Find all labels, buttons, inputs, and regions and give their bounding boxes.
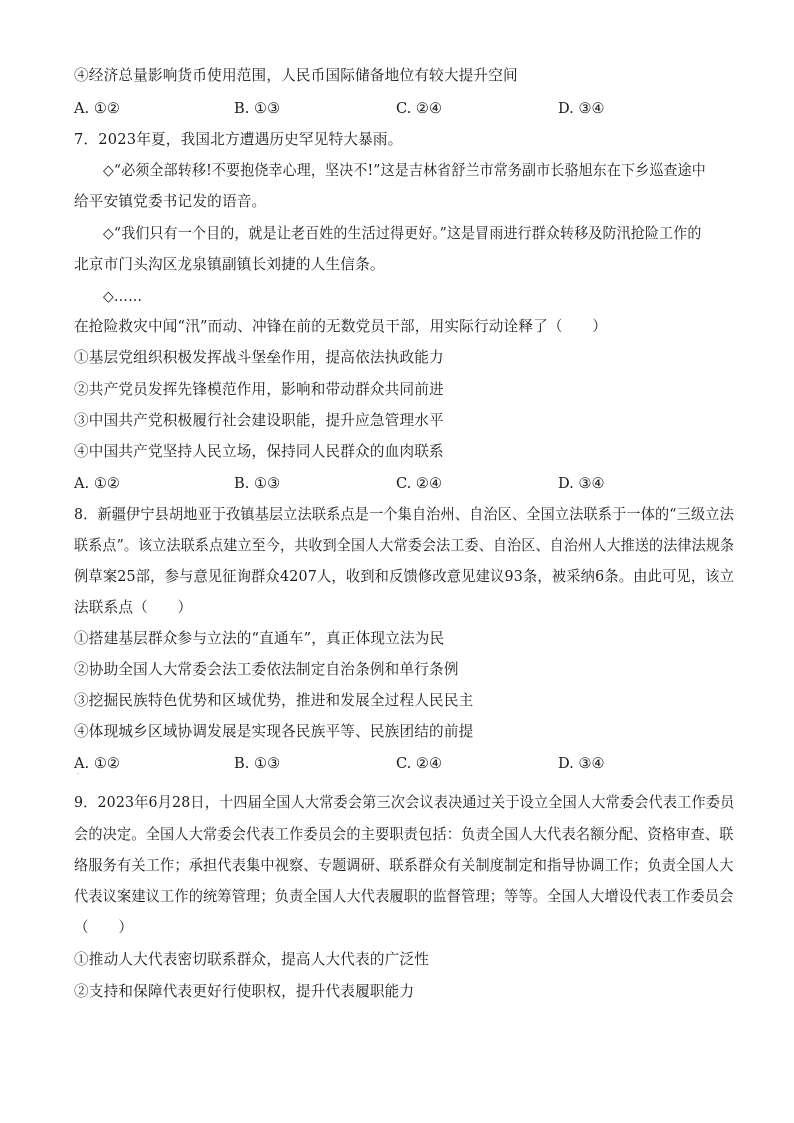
q7-stem: 7．2023年夏，我国北方遭遇历史罕见特大暴雨。 (74, 131, 403, 148)
q7-material-1: ◇“必须全部转移!不要抱侥幸心理，坚决不!”这是吉林省舒兰市常务副市长骆旭东在下乡巡查途中 (103, 162, 706, 179)
q6-option-a[interactable]: A. ①② (74, 100, 120, 117)
q8-option-a[interactable]: A. ①② (74, 755, 120, 772)
q8-stem-line-3: 例草案25部，参与意见征询群众4207人，收到和反馈修改意见建议93条，被采纳6条。由此可见，该立 (74, 568, 735, 585)
scan-artifact-dot: · (77, 771, 79, 778)
q8-option-b[interactable]: B. ①③ (234, 755, 281, 772)
q7-option-a[interactable]: A. ①② (74, 475, 120, 492)
q9-stem-line-2: 会的决定。全国人大常委会代表工作委员会的主要职责包括：负责全国人大代表名额分配、资格审查、联 (74, 826, 734, 843)
q9-stem-line-4: 代表议案建议工作的统筹管理；负责全国人大代表履职的监督管理；等等。全国人大增设代表工作委员会 (74, 888, 734, 905)
q7-option-c[interactable]: C. ②④ (396, 475, 443, 492)
q8-stem-line-1: 8．新疆伊宁县胡地亚于孜镇基层立法联系点是一个集自治州、自治区、全国立法联系于一体的“三级立法 (74, 506, 734, 523)
q8-stem-line-2: 联系点”。该立法联系点建立至今，共收到全国人大常委会法工委、自治区、自治州人大推送的法律法规条 (74, 537, 735, 554)
q7-options (74, 474, 734, 494)
q6-option-b[interactable]: B. ①③ (234, 100, 281, 117)
q7-material-2-cont: 北京市门头沟区龙泉镇副镇长刘捷的人生信条。 (74, 256, 385, 273)
q9-stem-line-1: 9．2023年6月28日，十四届全国人大常委会第三次会议表决通过关于设立全国人大常委会代表工作委员 (74, 794, 735, 811)
q7-statement-3: ③中国共产党积极履行社会建设职能，提升应急管理水平 (74, 412, 444, 429)
q7-question: 在抢险救灾中闻“汛”而动、冲锋在前的无数党员干部，用实际行动诠释了（ ） (74, 318, 608, 335)
q8-statement-4: ④体现城乡区域协调发展是实现各民族平等、民族团结的前提 (74, 723, 474, 740)
q8-statement-3: ③挖掘民族特色优势和区域优势，推进和发展全过程人民民主 (74, 692, 474, 709)
q7-statement-1: ①基层党组织积极发挥战斗堡垒作用，提高依法执政能力 (74, 349, 444, 366)
q8-stem-line-4: 法联系点（ ） (74, 599, 193, 616)
q6-statement-4: ④经济总量影响货币使用范围，人民币国际储备地位有较大提升空间 (74, 67, 518, 84)
q7-option-d[interactable]: D. ③④ (558, 475, 605, 492)
q9-statement-1: ①推动人大代表密切联系群众，提高人大代表的广泛性 (74, 951, 430, 968)
q8-statement-2: ②协助全国人大常委会法工委依法制定自治条例和单行条例 (74, 661, 459, 678)
q6-option-c[interactable]: C. ②④ (396, 100, 443, 117)
q7-statement-4: ④中国共产党坚持人民立场，保持同人民群众的血肉联系 (74, 443, 444, 460)
q9-stem-line-5: （ ） (74, 919, 134, 936)
q7-statement-2: ②共产党员发挥先锋模范作用，影响和带动群众共同前进 (74, 381, 444, 398)
q7-material-1-cont: 给平安镇党委书记发的语音。 (74, 193, 267, 210)
q7-material-2: ◇“我们只有一个目的，就是让老百姓的生活过得更好。”这是冒雨进行群众转移及防汛抢险工作的 (103, 225, 702, 242)
q8-option-c[interactable]: C. ②④ (396, 755, 443, 772)
q6-option-d[interactable]: D. ③④ (558, 100, 605, 117)
q8-option-d[interactable]: D. ③④ (558, 755, 605, 772)
q7-option-b[interactable]: B. ①③ (234, 475, 281, 492)
q8-statement-1: ①搭建基层群众参与立法的“直通车”，真正体现立法为民 (74, 630, 445, 647)
q9-statement-2: ②支持和保障代表更好行使职权，提升代表履职能力 (74, 983, 415, 1000)
q6-options (74, 99, 734, 119)
q9-stem-line-3: 络服务有关工作；承担代表集中视察、专题调研、联系群众有关制度制定和指导协调工作；负责全国人大 (74, 857, 734, 874)
q7-material-3: ◇…… (103, 288, 143, 305)
q8-options (74, 754, 734, 774)
